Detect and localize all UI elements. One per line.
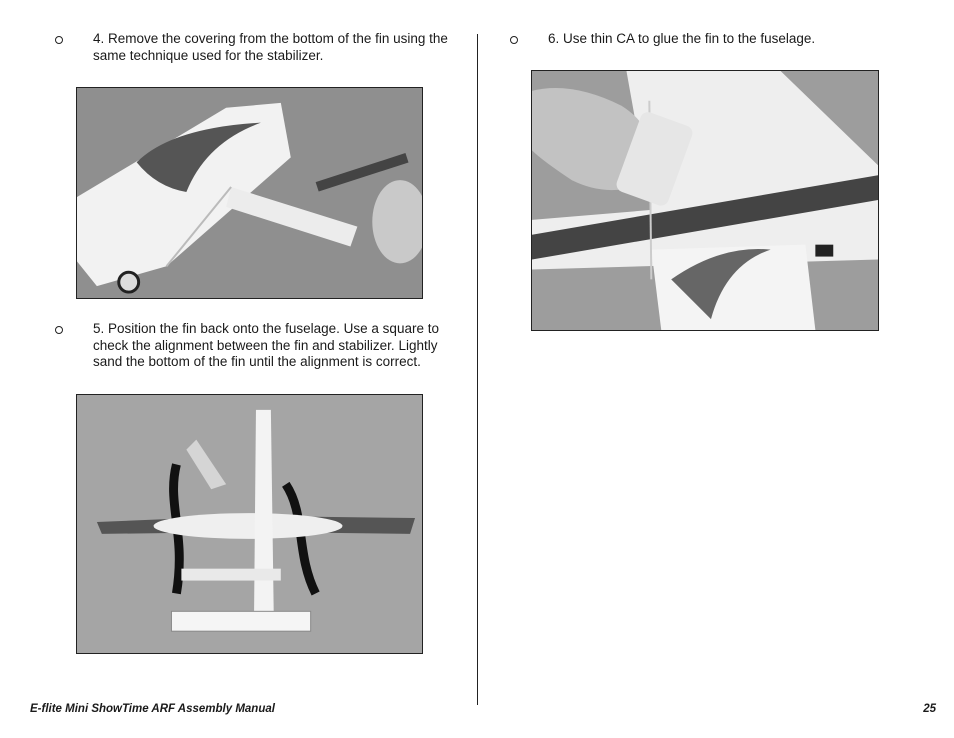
photo-fin-covering-removal	[76, 87, 423, 299]
step-6-text: 6. Use thin CA to glue the fin to the fuselage.	[548, 31, 816, 46]
step-4-text: 4. Remove the covering from the bottom of the fin using the same technique used for the stabilizer.	[93, 31, 448, 63]
footer-manual-title: E-flite Mini ShowTime ARF Assembly Manual	[30, 703, 275, 715]
step-6-bullet	[510, 36, 518, 44]
photo-ca-glue-fin	[531, 70, 879, 331]
step-4-bullet	[55, 36, 63, 44]
step-5-text: 5. Position the fin back onto the fuselage. Use a square to check the alignment between the fin and stabilizer. Lightly sand the bottom of the fin until the alignment is correct.	[93, 321, 439, 369]
step-5-bullet	[55, 326, 63, 334]
footer-page-number: 25	[923, 703, 936, 715]
photo-fin-alignment-check	[76, 394, 423, 654]
column-divider	[477, 34, 478, 705]
